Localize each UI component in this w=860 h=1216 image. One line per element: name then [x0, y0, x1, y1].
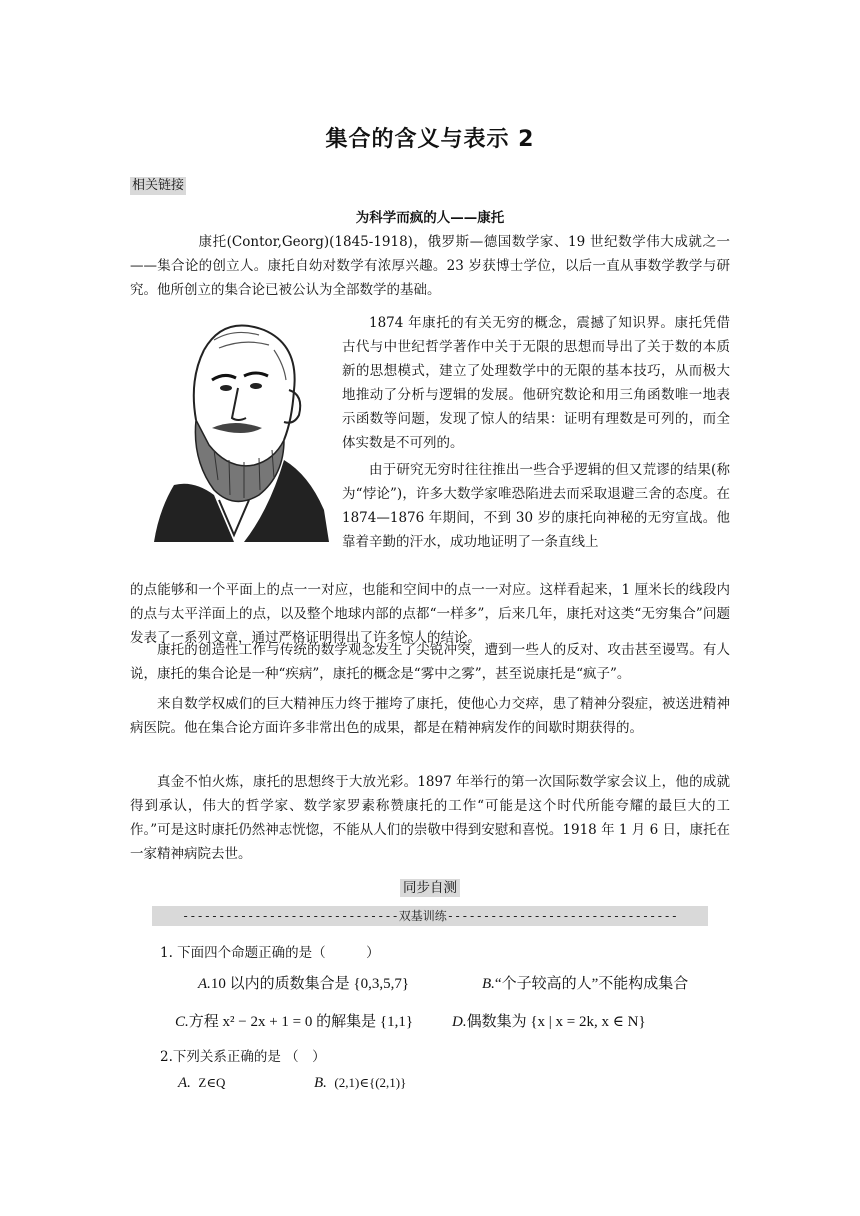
q2-option-b-label: B. [314, 1075, 327, 1091]
question-1-option-c [175, 1010, 413, 1031]
option-d-text: 偶数集为 {x | x = 2k, x ∈ N} [466, 1014, 646, 1030]
question-1-stem: 1. 下面四个命题正确的是（ ） [160, 945, 380, 961]
question-1-option-a [198, 972, 409, 993]
option-a-label: A. [198, 976, 211, 992]
option-b-text: “个子较高的人”不能构成集合 [494, 976, 689, 992]
question-2-option-a [178, 1075, 225, 1092]
page-title: 集合的含义与表示 2 [325, 127, 535, 152]
option-c-text: 方程 x² − 2x + 1 = 0 的解集是 {1,1} [188, 1014, 414, 1030]
article-title: 为科学而疯的人——康托 [355, 210, 505, 226]
paragraph-intro [130, 230, 730, 302]
option-d-label: D. [452, 1014, 467, 1030]
question-1-option-d [452, 1010, 646, 1031]
paragraph-illness: 来自数学权威们的巨大精神压力终于摧垮了康托，使他心力交瘁，患了精神分裂症，被送进精神病医院。他在集合论方面许多非常出色的成果，都是在精神病发作的间歇时期获得的。 [130, 696, 730, 736]
section-self-test-label: 同步自测 [400, 879, 460, 897]
paragraph-intro-text: 康托(Contor,Georg)(1845-1918)，俄罗斯—德国数学家、19 世纪数学伟大成就之一——集合论的创立人。康托自幼对数学有浓厚兴趣。23 岁获博士学位，以后一直从事数学教学与研究。他所创立的集合论已被公认为全部数学的基础。 [130, 234, 730, 298]
question-2-stem: 2.下列关系正确的是 （ ） [160, 1049, 326, 1065]
question-2-option-b [314, 1075, 406, 1092]
cantor-portrait-image [134, 310, 334, 542]
option-c-label: C. [175, 1014, 189, 1030]
section-self-test [0, 876, 860, 896]
q2-option-a-text: Z∈Q [198, 1075, 226, 1090]
paragraph-recognition: 真金不怕火炼，康托的思想终于大放光彩。1897 年举行的第一次国际数学家会议上，他的成就得到承认，伟大的哲学家、数学家罗素称赞康托的工作“可能是这个时代所能夸耀的最巨大的工作。”可是这时康托仍然神志恍惚，不能从人们的崇敬中得到安慰和喜悦。1918 年 1 月 6 日，康托在一家精神病院去世。 [130, 774, 730, 862]
related-links-label: 相关链接 [132, 178, 185, 193]
option-a-text: 10 以内的质数集合是 {0,3,5,7} [210, 976, 410, 992]
paragraph-paradox-top: 由于研究无穷时往往推出一些合乎逻辑的但又荒谬的结果(称为“悖论”)，许多大数学家唯恐陷进去而采取退避三舍的态度。在 1874—1876 年期间，不到 30 岁的康托向神秘的无穷宣战。他靠着辛勤的汗水，成功地证明了一条直线上 [342, 462, 730, 550]
q2-option-b-text: (2,1)∈{(2,1)} [334, 1075, 407, 1090]
option-b-label: B. [482, 976, 495, 992]
paragraph-infinity: 1874 年康托的有关无穷的概念，震撼了知识界。康托凭借古代与中世纪哲学著作中关于无限的思想而导出了关于数的本质新的思想模式，建立了处理数学中的无限的基本技巧，从而极大地推动了分析与逻辑的发展。他研究数论和用三角函数唯一地表示函数等问题，发现了惊人的结果：证明有理数是可列的，而全体实数是不可列的。 [342, 315, 730, 451]
basic-training-bar: ------------------------------双基训练-------------------------------- [152, 906, 708, 926]
paragraph-paradox-bottom: 的点能够和一个平面上的点一一对应，也能和空间中的点一一对应。这样看起来，1 厘米长的线段内的点与太平洋面上的点，以及整个地球内部的点都“一样多”，后来几年，康托对这类“无穷集合”问题发表了一系列文章，通过严格证明得出了许多惊人的结论。 [130, 582, 730, 646]
q2-option-a-label: A. [178, 1075, 191, 1091]
question-1-option-b [482, 972, 688, 993]
paragraph-conflict: 康托的创造性工作与传统的数学观念发生了尖锐冲突，遭到一些人的反对、攻击甚至谩骂。有人说，康托的集合论是一种“疾病”，康托的概念是“雾中之雾”，甚至说康托是“疯子”。 [130, 642, 730, 682]
